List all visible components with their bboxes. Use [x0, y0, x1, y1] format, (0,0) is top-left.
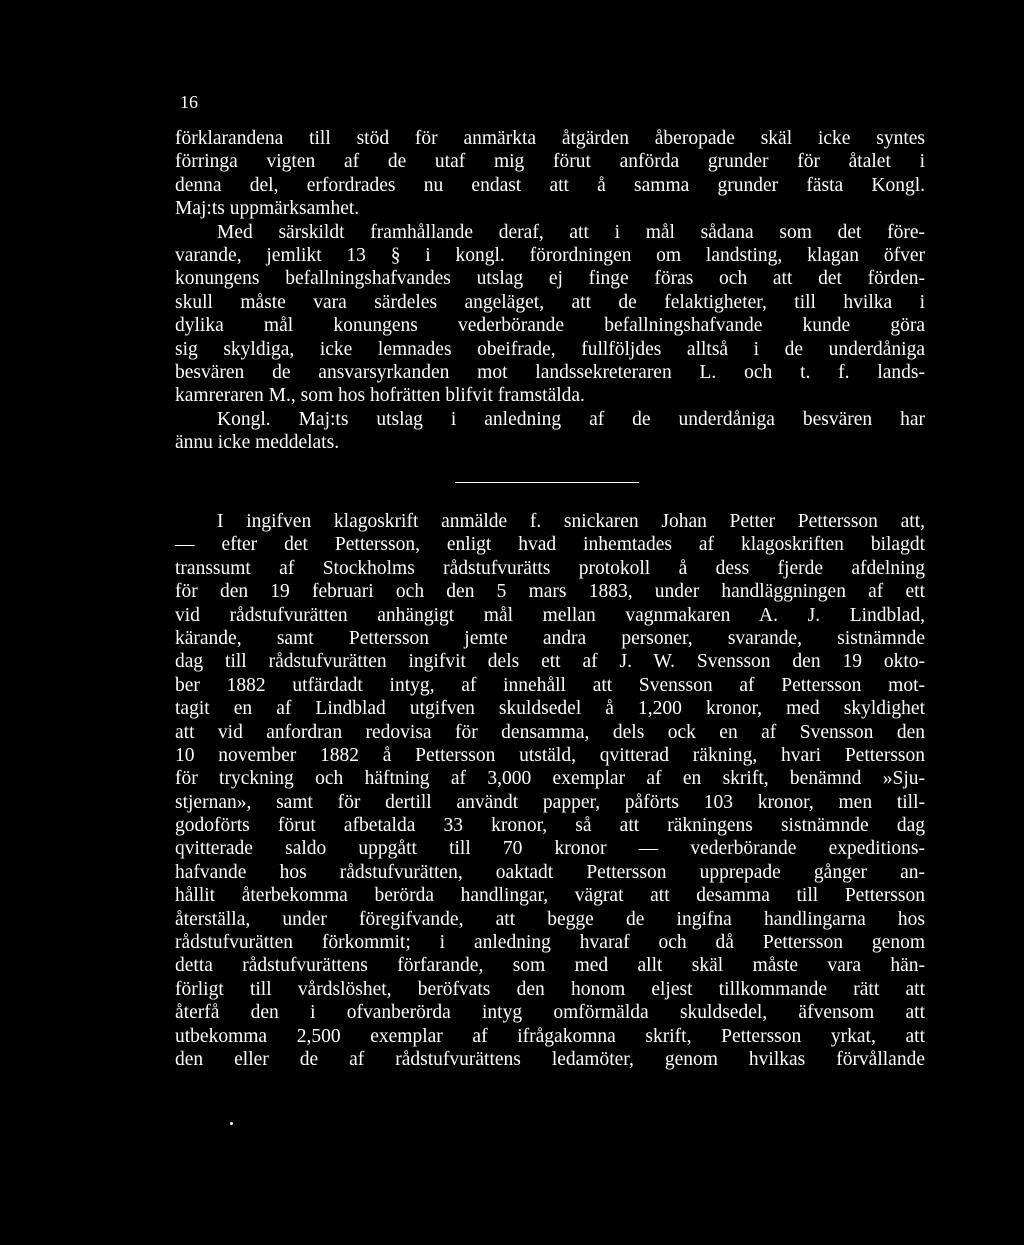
section-divider — [455, 482, 639, 483]
text-line: tagit en af Lindblad utgifven skuldsedel å 1,200 kronor, med skyldighet — [175, 698, 925, 720]
section-1-text — [175, 127, 925, 454]
text-line: I ingifven klagoskrift anmälde f. snickaren Johan Petter Pettersson att, — [217, 511, 925, 532]
text-line: Med särskildt framhållande deraf, att i mål sådana som det före- — [217, 221, 925, 243]
text-line: ännu icke meddelats. — [175, 432, 340, 454]
text-line: stjernan», samt för dertill användt papper, påförts 103 kronor, men till- — [175, 791, 925, 813]
text-line: sig skyldiga, icke lemnades obeifrade, fullföljdes alltså i de underdåniga — [175, 338, 925, 360]
text-line: för den 19 februari och den 5 mars 1883, under handläggningen af ett — [175, 581, 925, 603]
page-number: 16 — [180, 92, 198, 112]
text-line: besvären de ansvarsyrkanden mot landssekreteraren L. och t. f. lands- — [175, 361, 925, 383]
text-line: att vid anfordran redovisa för densamma, dels ock en af Svensson den — [175, 721, 925, 743]
text-line: ber 1882 utfärdadt intyg, af innehåll att Svensson af Pettersson mot- — [175, 674, 925, 696]
text-line: transsumt af Stockholms rådstufvurätts protokoll å dess fjerde afdelning — [175, 557, 925, 579]
text-line: den eller de af rådstufvurättens ledamöter, genom hvilkas förvållande — [175, 1048, 925, 1070]
text-line: hafvande hos rådstufvurätten, oaktadt Pettersson upprepade gånger an- — [175, 861, 925, 883]
text-line: dylika mål konungens vederbörande befallningshafvande kunde göra — [175, 315, 925, 337]
text-line: förligt till vårdslöshet, beröfvats den honom eljest tillkommande rätt att — [175, 978, 925, 1000]
text-line: konungens befallningshafvandes utslag ej finge föras och att det förden- — [175, 268, 925, 290]
text-line: återfå den i ofvanberörda intyg omförmälda skuldsedel, äfvensom att — [175, 1002, 925, 1024]
text-line: kamreraren M., som hos hofrätten blifvit framstälda. — [175, 385, 585, 407]
section-2-text — [175, 510, 925, 1071]
text-line: qvitterade saldo uppgått till 70 kronor — vederbörande expeditions- — [175, 838, 925, 860]
text-line: Maj:ts uppmärksamhet. — [175, 198, 360, 220]
text-line: kärande, samt Pettersson jemte andra personer, svarande, sistnämnde — [175, 627, 925, 649]
text-line: för tryckning och häftning af 3,000 exemplar af en skrift, benämnd »Sju- — [175, 768, 925, 790]
text-line: denna del, erfordrades nu endast att å samma grunder fästa Kongl. — [175, 174, 925, 196]
text-line: skull måste vara särdeles angeläget, att de felaktigheter, till hvilka i — [175, 291, 925, 313]
text-line: hållit återbekomma berörda handlingar, vägrat att desamma till Pettersson — [175, 885, 925, 907]
text-line: varande, jemlikt 13 § i kongl. förordningen om landsting, klagan öfver — [175, 244, 925, 266]
text-line: utbekomma 2,500 exemplar af ifrågakomna skrift, Pettersson yrkat, att — [175, 1025, 925, 1047]
text-line: rådstufvurätten förkommit; i anledning hvaraf och då Pettersson genom — [175, 932, 925, 954]
text-line: återställa, under föregifvande, att begge de ingifna handlingarna hos — [175, 908, 925, 930]
text-line: Kongl. Maj:ts utslag i anledning af de underdåniga besvären har — [217, 408, 925, 430]
text-line: vid rådstufvurätten anhängigt mål mellan vagnmakaren A. J. Lindblad, — [175, 604, 925, 626]
text-line: godoförts förut afbetalda 33 kronor, så att räkningens sistnämnde dag — [175, 815, 925, 837]
scan-speck — [230, 1122, 233, 1125]
text-line: — efter det Pettersson, enligt hvad inhemtades af klagoskriften bilagdt — [175, 534, 925, 556]
text-line: förringa vigten af de utaf mig förut anförda grunder för åtalet i — [175, 151, 925, 173]
text-line: detta rådstufvurättens förfarande, som med allt skäl måste vara hän- — [175, 955, 925, 977]
text-line: dag till rådstufvurätten ingifvit dels ett af J. W. Svensson den 19 okto- — [175, 651, 925, 673]
text-line: 10 november 1882 å Pettersson utstäld, qvitterad räkning, hvari Pettersson — [175, 744, 925, 766]
text-line: förklarandena till stöd för anmärkta åtgärden åberopade skäl icke syntes — [175, 128, 925, 149]
